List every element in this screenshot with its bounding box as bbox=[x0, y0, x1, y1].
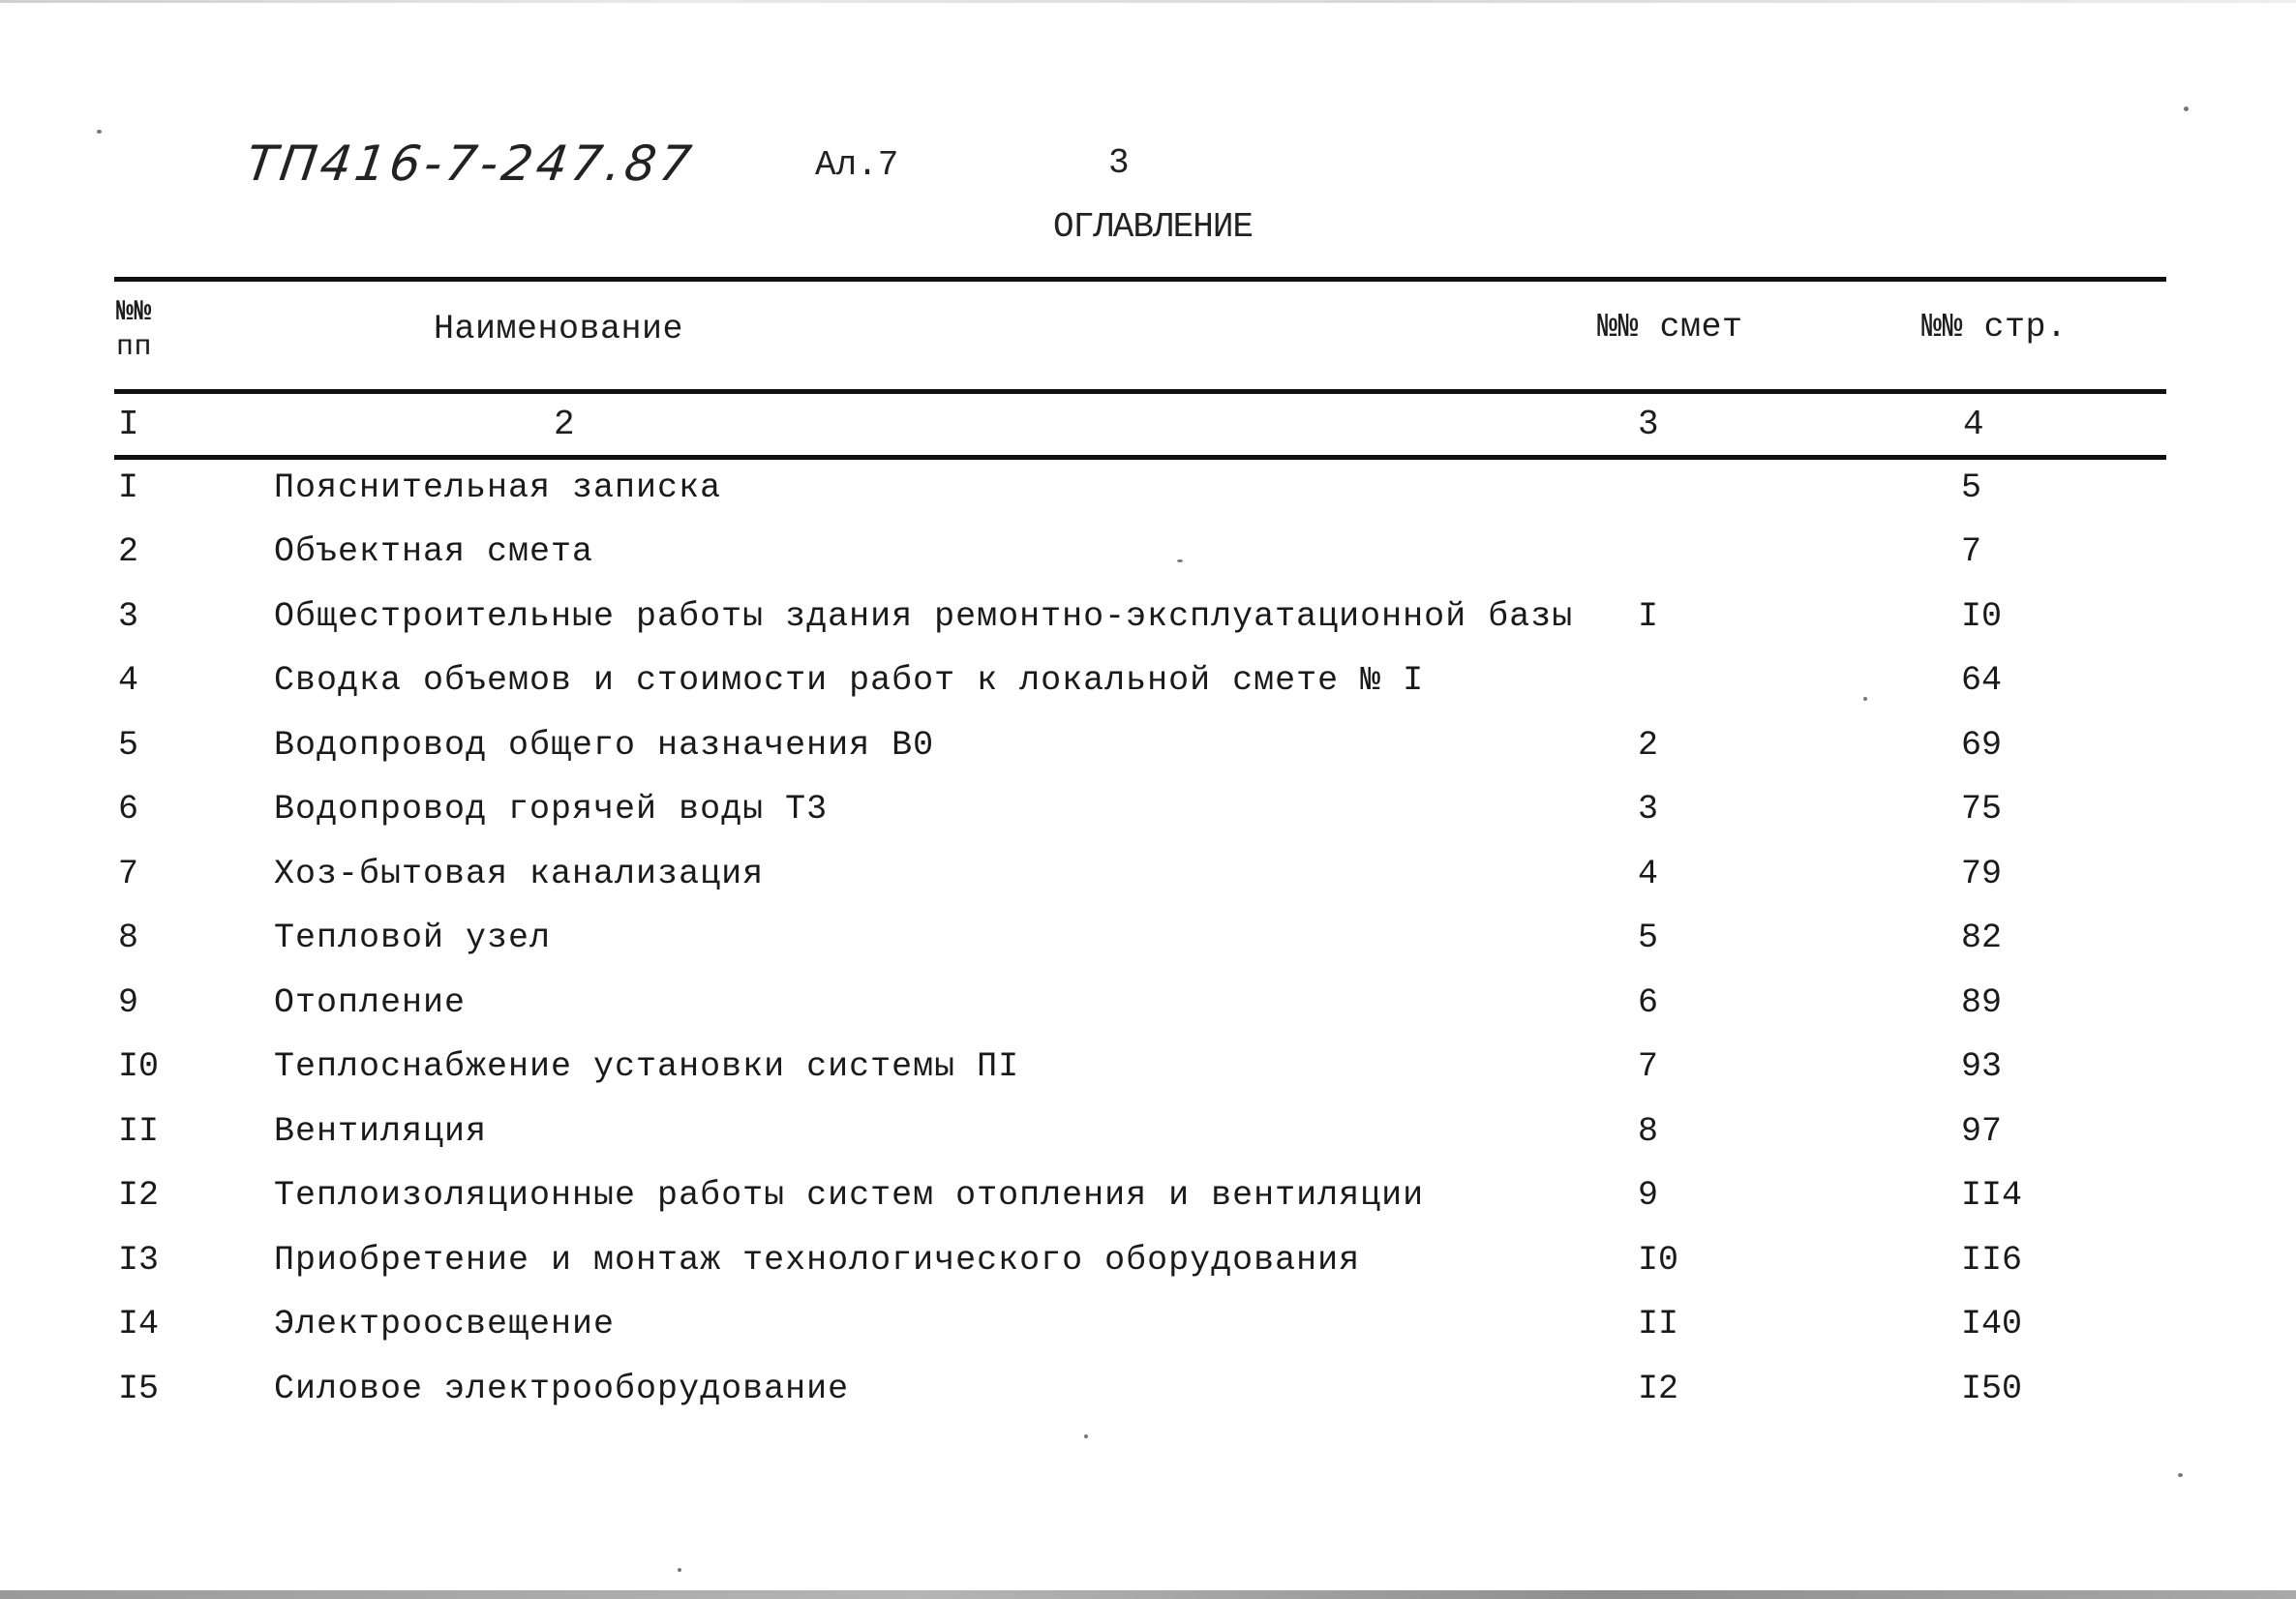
row-number: I3 bbox=[118, 1241, 160, 1280]
column-number-3: 3 bbox=[1638, 405, 1660, 444]
row-estimate: 3 bbox=[1638, 790, 1659, 829]
row-page: II4 bbox=[1961, 1176, 2023, 1215]
row-name: Теплоизоляционные работы систем отопления и вентиляции bbox=[274, 1176, 1425, 1215]
row-number: 6 bbox=[118, 790, 139, 829]
row-page: 97 bbox=[1961, 1112, 2003, 1151]
row-number: 5 bbox=[118, 726, 139, 765]
table-row bbox=[0, 1370, 2296, 1433]
row-page: 79 bbox=[1961, 855, 2003, 893]
row-page: 5 bbox=[1961, 468, 1982, 507]
row-page: 82 bbox=[1961, 919, 2003, 957]
row-page: 69 bbox=[1961, 726, 2003, 765]
row-number: I2 bbox=[118, 1176, 160, 1215]
column-number-1: I bbox=[118, 405, 140, 444]
row-estimate: II bbox=[1638, 1305, 1679, 1343]
table-row bbox=[0, 1305, 2296, 1369]
row-page: 89 bbox=[1961, 983, 2003, 1022]
header-pages: №№ стр. bbox=[1921, 308, 2068, 347]
row-number: 8 bbox=[118, 919, 139, 957]
column-number-4: 4 bbox=[1963, 405, 1985, 444]
row-estimate: 2 bbox=[1638, 726, 1659, 765]
row-page: I40 bbox=[1961, 1305, 2023, 1343]
row-name: Силовое электрооборудование bbox=[274, 1370, 850, 1408]
header-number-line2: пп bbox=[116, 331, 153, 364]
table-row bbox=[0, 1176, 2296, 1240]
row-estimate: 6 bbox=[1638, 983, 1659, 1022]
row-name: Теплоснабжение установки системы ПI bbox=[274, 1047, 1020, 1086]
row-page: 64 bbox=[1961, 661, 2003, 700]
row-name: Объектная смета bbox=[274, 532, 594, 571]
scan-edge-top bbox=[0, 0, 2296, 3]
scan-speck bbox=[2184, 106, 2189, 111]
row-estimate: I0 bbox=[1638, 1241, 1679, 1280]
row-number: 4 bbox=[118, 661, 139, 700]
row-name: Пояснительная записка bbox=[274, 468, 722, 507]
page-title: ОГЛАВЛЕНИЕ bbox=[1053, 207, 1254, 247]
row-estimate: 4 bbox=[1638, 855, 1659, 893]
scan-speck bbox=[97, 130, 102, 134]
row-estimate: 8 bbox=[1638, 1112, 1659, 1151]
header-bottom-rule bbox=[114, 389, 2166, 394]
row-name: Вентиляция bbox=[274, 1112, 488, 1151]
row-number: II bbox=[118, 1112, 160, 1151]
row-name: Тепловой узел bbox=[274, 919, 552, 957]
row-page: 7 bbox=[1961, 532, 1982, 571]
row-estimate: 9 bbox=[1638, 1176, 1659, 1215]
row-name: Отопление bbox=[274, 983, 467, 1022]
row-number: I5 bbox=[118, 1370, 160, 1408]
row-number: 9 bbox=[118, 983, 139, 1022]
table-row bbox=[0, 661, 2296, 725]
table-row bbox=[0, 1047, 2296, 1111]
scan-speck bbox=[1084, 1434, 1088, 1438]
row-page: II6 bbox=[1961, 1241, 2023, 1280]
table-top-rule bbox=[114, 277, 2166, 282]
sheet-label: Ал.7 bbox=[815, 145, 899, 185]
table-row bbox=[0, 468, 2296, 532]
scan-speck bbox=[678, 1568, 681, 1572]
table-row bbox=[0, 919, 2296, 982]
row-name: Приобретение и монтаж технологического оборудования bbox=[274, 1241, 1361, 1280]
page-number: 3 bbox=[1108, 143, 1130, 183]
row-estimate: 7 bbox=[1638, 1047, 1659, 1086]
row-name: Водопровод горячей воды Т3 bbox=[274, 790, 829, 829]
row-number: 2 bbox=[118, 532, 139, 571]
row-page: I50 bbox=[1961, 1370, 2023, 1408]
row-number: I bbox=[118, 468, 139, 507]
header-number-line1: №№ bbox=[116, 296, 153, 329]
row-page: I0 bbox=[1961, 597, 2003, 636]
row-number: I0 bbox=[118, 1047, 160, 1086]
row-name: Водопровод общего назначения В0 bbox=[274, 726, 935, 765]
row-number: I4 bbox=[118, 1305, 160, 1343]
column-numbers-bottom-rule bbox=[114, 455, 2166, 460]
table-row bbox=[0, 726, 2296, 790]
scan-speck bbox=[2178, 1473, 2183, 1477]
scan-edge-bottom bbox=[0, 1590, 2296, 1599]
table-row bbox=[0, 1112, 2296, 1176]
table-row bbox=[0, 532, 2296, 596]
row-page: 75 bbox=[1961, 790, 2003, 829]
row-number: 7 bbox=[118, 855, 139, 893]
table-row bbox=[0, 790, 2296, 854]
row-page: 93 bbox=[1961, 1047, 2003, 1086]
table-row bbox=[0, 983, 2296, 1047]
table-row bbox=[0, 1241, 2296, 1305]
row-estimate: 5 bbox=[1638, 919, 1659, 957]
table-row bbox=[0, 597, 2296, 661]
row-name: Хоз-бытовая канализация bbox=[274, 855, 765, 893]
row-estimate: I bbox=[1638, 597, 1659, 636]
table-row bbox=[0, 855, 2296, 919]
header-name: Наименование bbox=[434, 310, 684, 348]
row-name: Общестроительные работы здания ремонтно-эксплуатационной базы bbox=[274, 597, 1574, 636]
document-code: ТП416-7-247.87 bbox=[242, 136, 699, 192]
header-estimates: №№ смет bbox=[1597, 308, 1743, 347]
column-number-2: 2 bbox=[554, 405, 576, 444]
row-estimate: I2 bbox=[1638, 1370, 1679, 1408]
row-name: Сводка объемов и стоимости работ к локальной смете № I bbox=[274, 661, 1425, 700]
row-name: Электроосвещение bbox=[274, 1305, 616, 1343]
row-number: 3 bbox=[118, 597, 139, 636]
